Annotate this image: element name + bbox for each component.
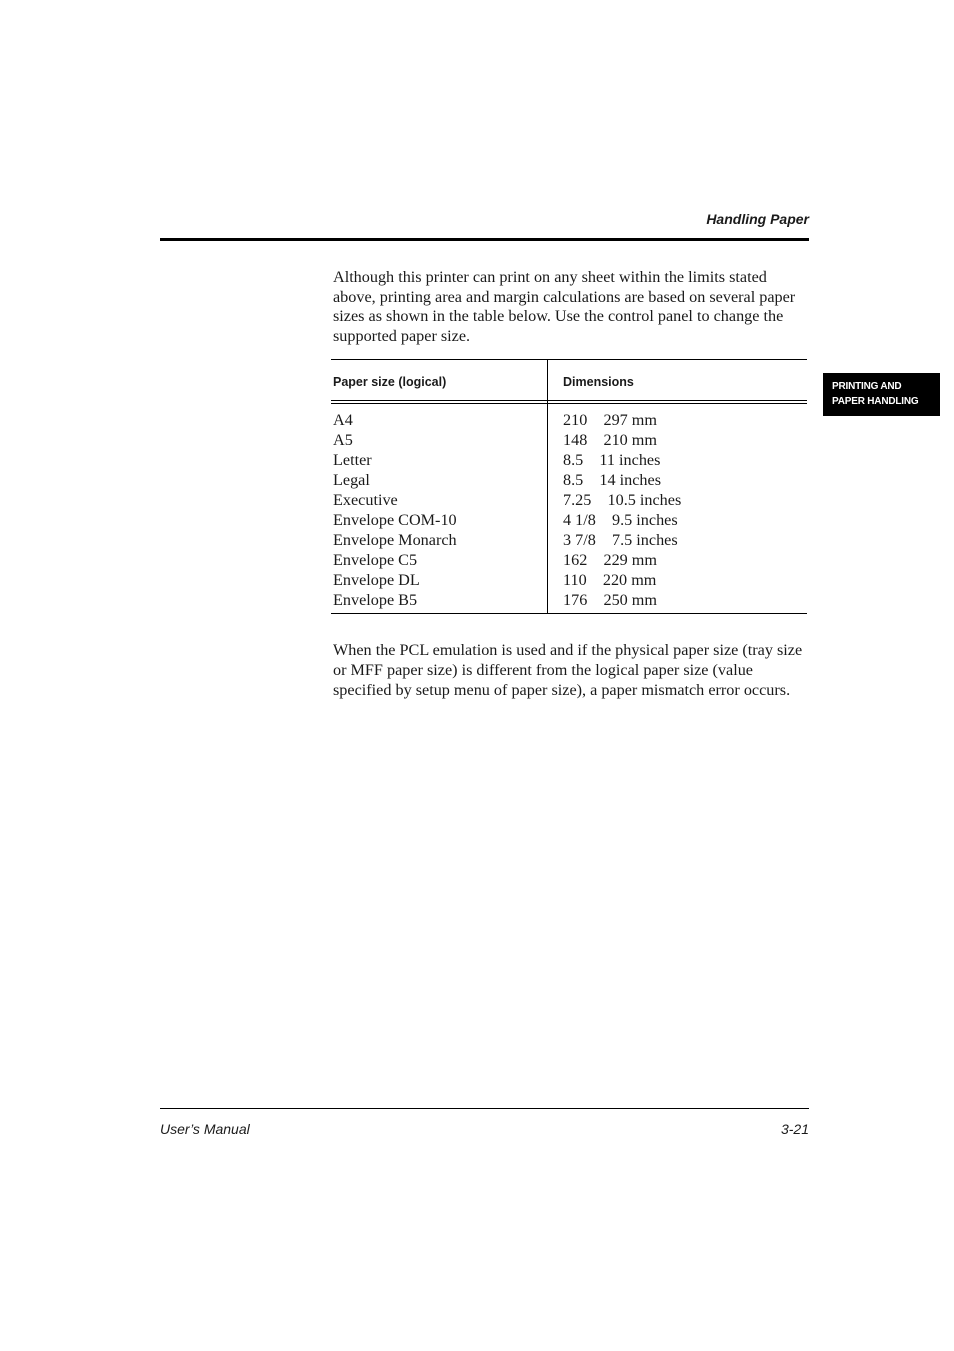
table-body <box>331 410 807 610</box>
side-tab-line-2: PAPER HANDLING <box>832 396 919 407</box>
chapter-side-tab <box>823 373 940 416</box>
dimensions-cell: 7.25 10.5 inches <box>563 491 682 509</box>
paper-size-cell: Letter <box>333 451 372 469</box>
dimensions-cell: 8.5 11 inches <box>563 451 661 469</box>
dimensions-cell: 176 250 mm <box>563 591 657 609</box>
table-row <box>331 430 807 450</box>
table-row <box>331 570 807 590</box>
table-row <box>331 410 807 430</box>
paper-size-cell: A5 <box>333 431 353 449</box>
dimensions-cell: 148 210 mm <box>563 431 657 449</box>
closing-paragraph: When the PCL emulation is used and if the physical paper size (tray size or MFF paper size) is different from the logical paper size (value specified by setup menu of paper size), a paper mismatch error occurs. <box>333 641 803 699</box>
footer-rule <box>160 1108 809 1109</box>
dimensions-cell: 8.5 14 inches <box>563 471 662 489</box>
dimensions-cell: 210 297 mm <box>563 411 657 429</box>
paper-size-cell: Legal <box>333 471 370 489</box>
paper-size-cell: Envelope COM-10 <box>333 511 457 529</box>
table-row <box>331 470 807 490</box>
dimensions-cell: 3 7/8 7.5 inches <box>563 531 678 549</box>
table-row <box>331 590 807 610</box>
table-header-dimensions: Dimensions <box>563 375 634 389</box>
intro-paragraph: Although this printer can print on any sheet within the limits stated above, printing area and margin calculations are based on several paper sizes as shown in the table below. Use the control panel to change the supported paper size. <box>333 268 796 345</box>
table-header-rule <box>331 400 807 401</box>
header-rule <box>160 238 809 241</box>
table-row <box>331 490 807 510</box>
paper-size-cell: A4 <box>333 411 353 429</box>
table-row <box>331 550 807 570</box>
dimensions-cell: 162 229 mm <box>563 551 657 569</box>
side-tab-line-1: PRINTING AND <box>832 381 902 392</box>
table-row <box>331 530 807 550</box>
dimensions-cell: 4 1/8 9.5 inches <box>563 511 678 529</box>
table-row <box>331 450 807 470</box>
table-row <box>331 510 807 530</box>
footer-page-number: 3-21 <box>780 1121 809 1137</box>
paper-size-cell: Envelope Monarch <box>333 531 457 549</box>
footer-manual-title: User’s Manual <box>160 1121 250 1137</box>
paper-size-cell: Envelope B5 <box>333 591 418 609</box>
running-header-title: Handling Paper <box>706 211 809 227</box>
table-header-rule-double <box>331 403 807 404</box>
paper-size-cell: Envelope DL <box>333 571 420 589</box>
table-header-paper-size: Paper size (logical) <box>333 375 447 389</box>
paper-size-table <box>331 359 807 614</box>
paper-size-cell: Executive <box>333 491 398 509</box>
paper-size-cell: Envelope C5 <box>333 551 418 569</box>
dimensions-cell: 110 220 mm <box>563 571 657 589</box>
